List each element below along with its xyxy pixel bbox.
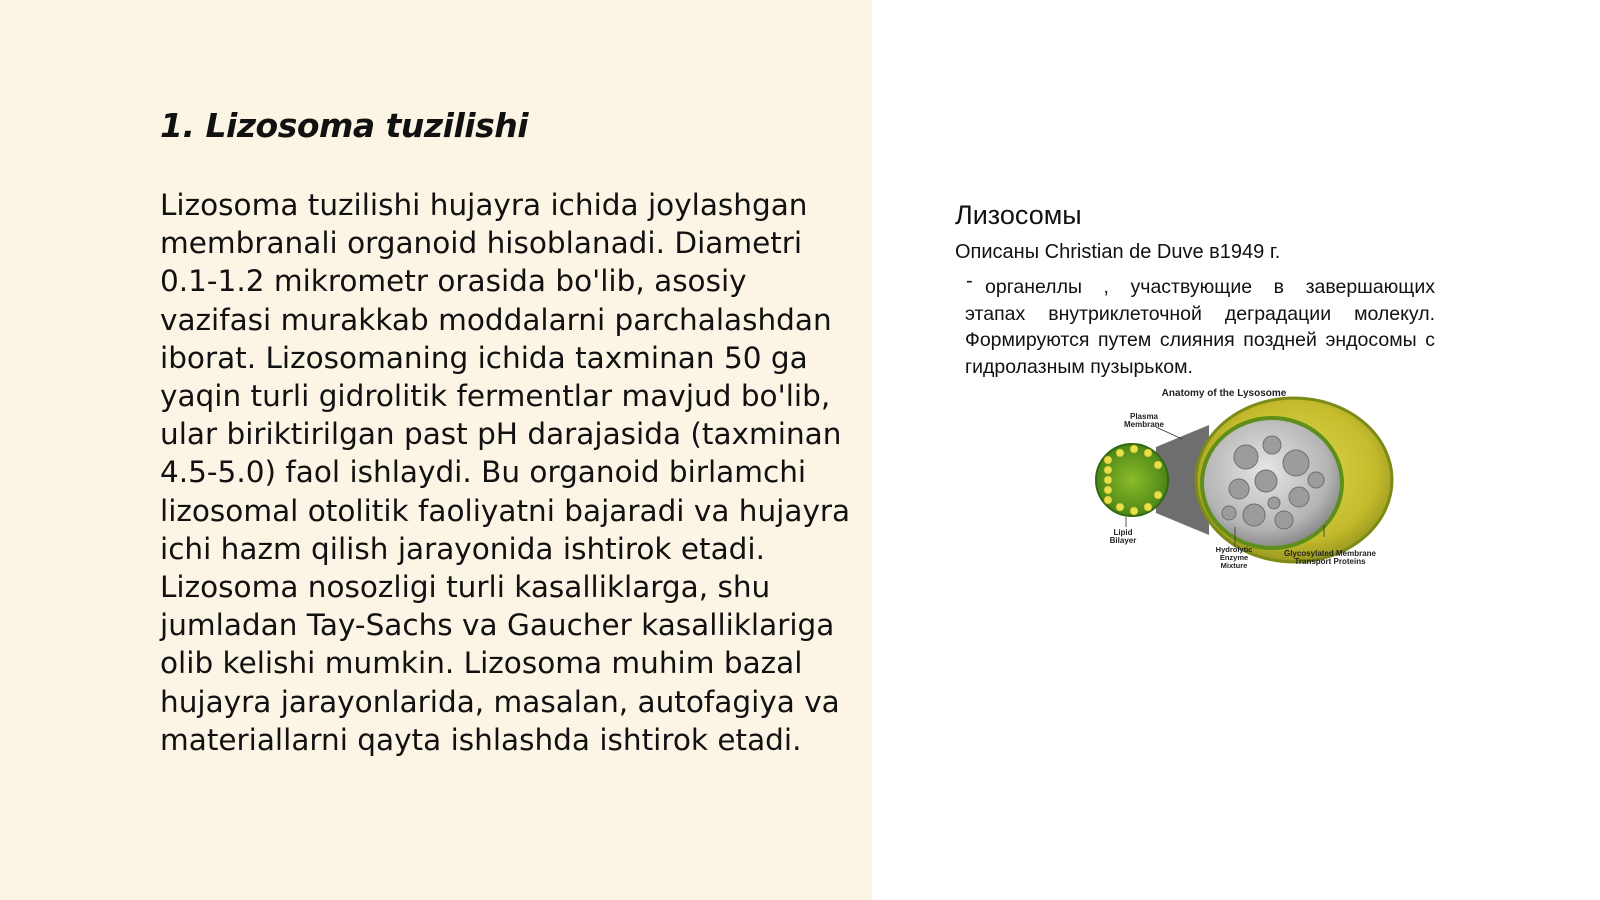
label-lipid-1: Lipid bbox=[1113, 528, 1133, 537]
label-glyco-2: Transport Proteins bbox=[1294, 557, 1366, 566]
image-bullet-text: органеллы , участвующие в завершающих этапах внутриклеточной деградации молекул. Формируются путем слияния поздней эндосомы с гидролазным пузырьком. bbox=[965, 276, 1435, 378]
label-hydro-3: Mixture bbox=[1220, 561, 1248, 570]
label-lipid-2: Bilayer bbox=[1109, 536, 1137, 545]
label-hydro-1: Hydrolytic bbox=[1215, 545, 1253, 554]
slide-body-text: Lizosoma tuzilishi hujayra ichida joylashgan membranali organoid hisoblanadi. Diametri 0.1-1.2 mikrometr orasida bo'lib, asosiy vazifasi murakkab moddalarni parchalashdan iborat. Lizosomaning ichida taxminan 50 ga yaqin turli gidrolitik fermentlar mavjud bo'lib, ular biriktirilgan past pH darajasida (taxminan 4.5-5.0) faol ishlaydi. Bu organoid birlamchi lizosomal otolitik faoliyatni bajaradi va hujayra ichi hazm qilish jarayonida ishtirok etadi. Lizosoma nosozligi turli kasalliklarga, shu jumladan Tay-Sachs va Gaucher kasalliklariga olib kelishi mumkin. Lizosoma muhim bazal hujayra jarayonlarida, masalan, autofagiya va materiallarni qayta ishlashda ishtirok etadi. bbox=[160, 188, 851, 757]
label-plasma-2: Membrane bbox=[1123, 420, 1165, 429]
label-hydro-2: Enzyme bbox=[1219, 553, 1249, 562]
diagram-title: Anatomy of the Lysosome bbox=[1161, 388, 1287, 399]
image-subheading: Описаны Christian de Duve в1949 г. bbox=[955, 241, 1281, 263]
bullet-dash: - bbox=[966, 270, 973, 292]
label-glyco-1: Glycosylated Membrane bbox=[1283, 549, 1377, 558]
lysosome-diagram bbox=[1094, 385, 1424, 570]
label-plasma-1: Plasma bbox=[1129, 412, 1159, 421]
image-heading: Лизосомы bbox=[955, 200, 1082, 230]
slide-title: 1. Lizosoma tuzilishi bbox=[160, 106, 529, 145]
